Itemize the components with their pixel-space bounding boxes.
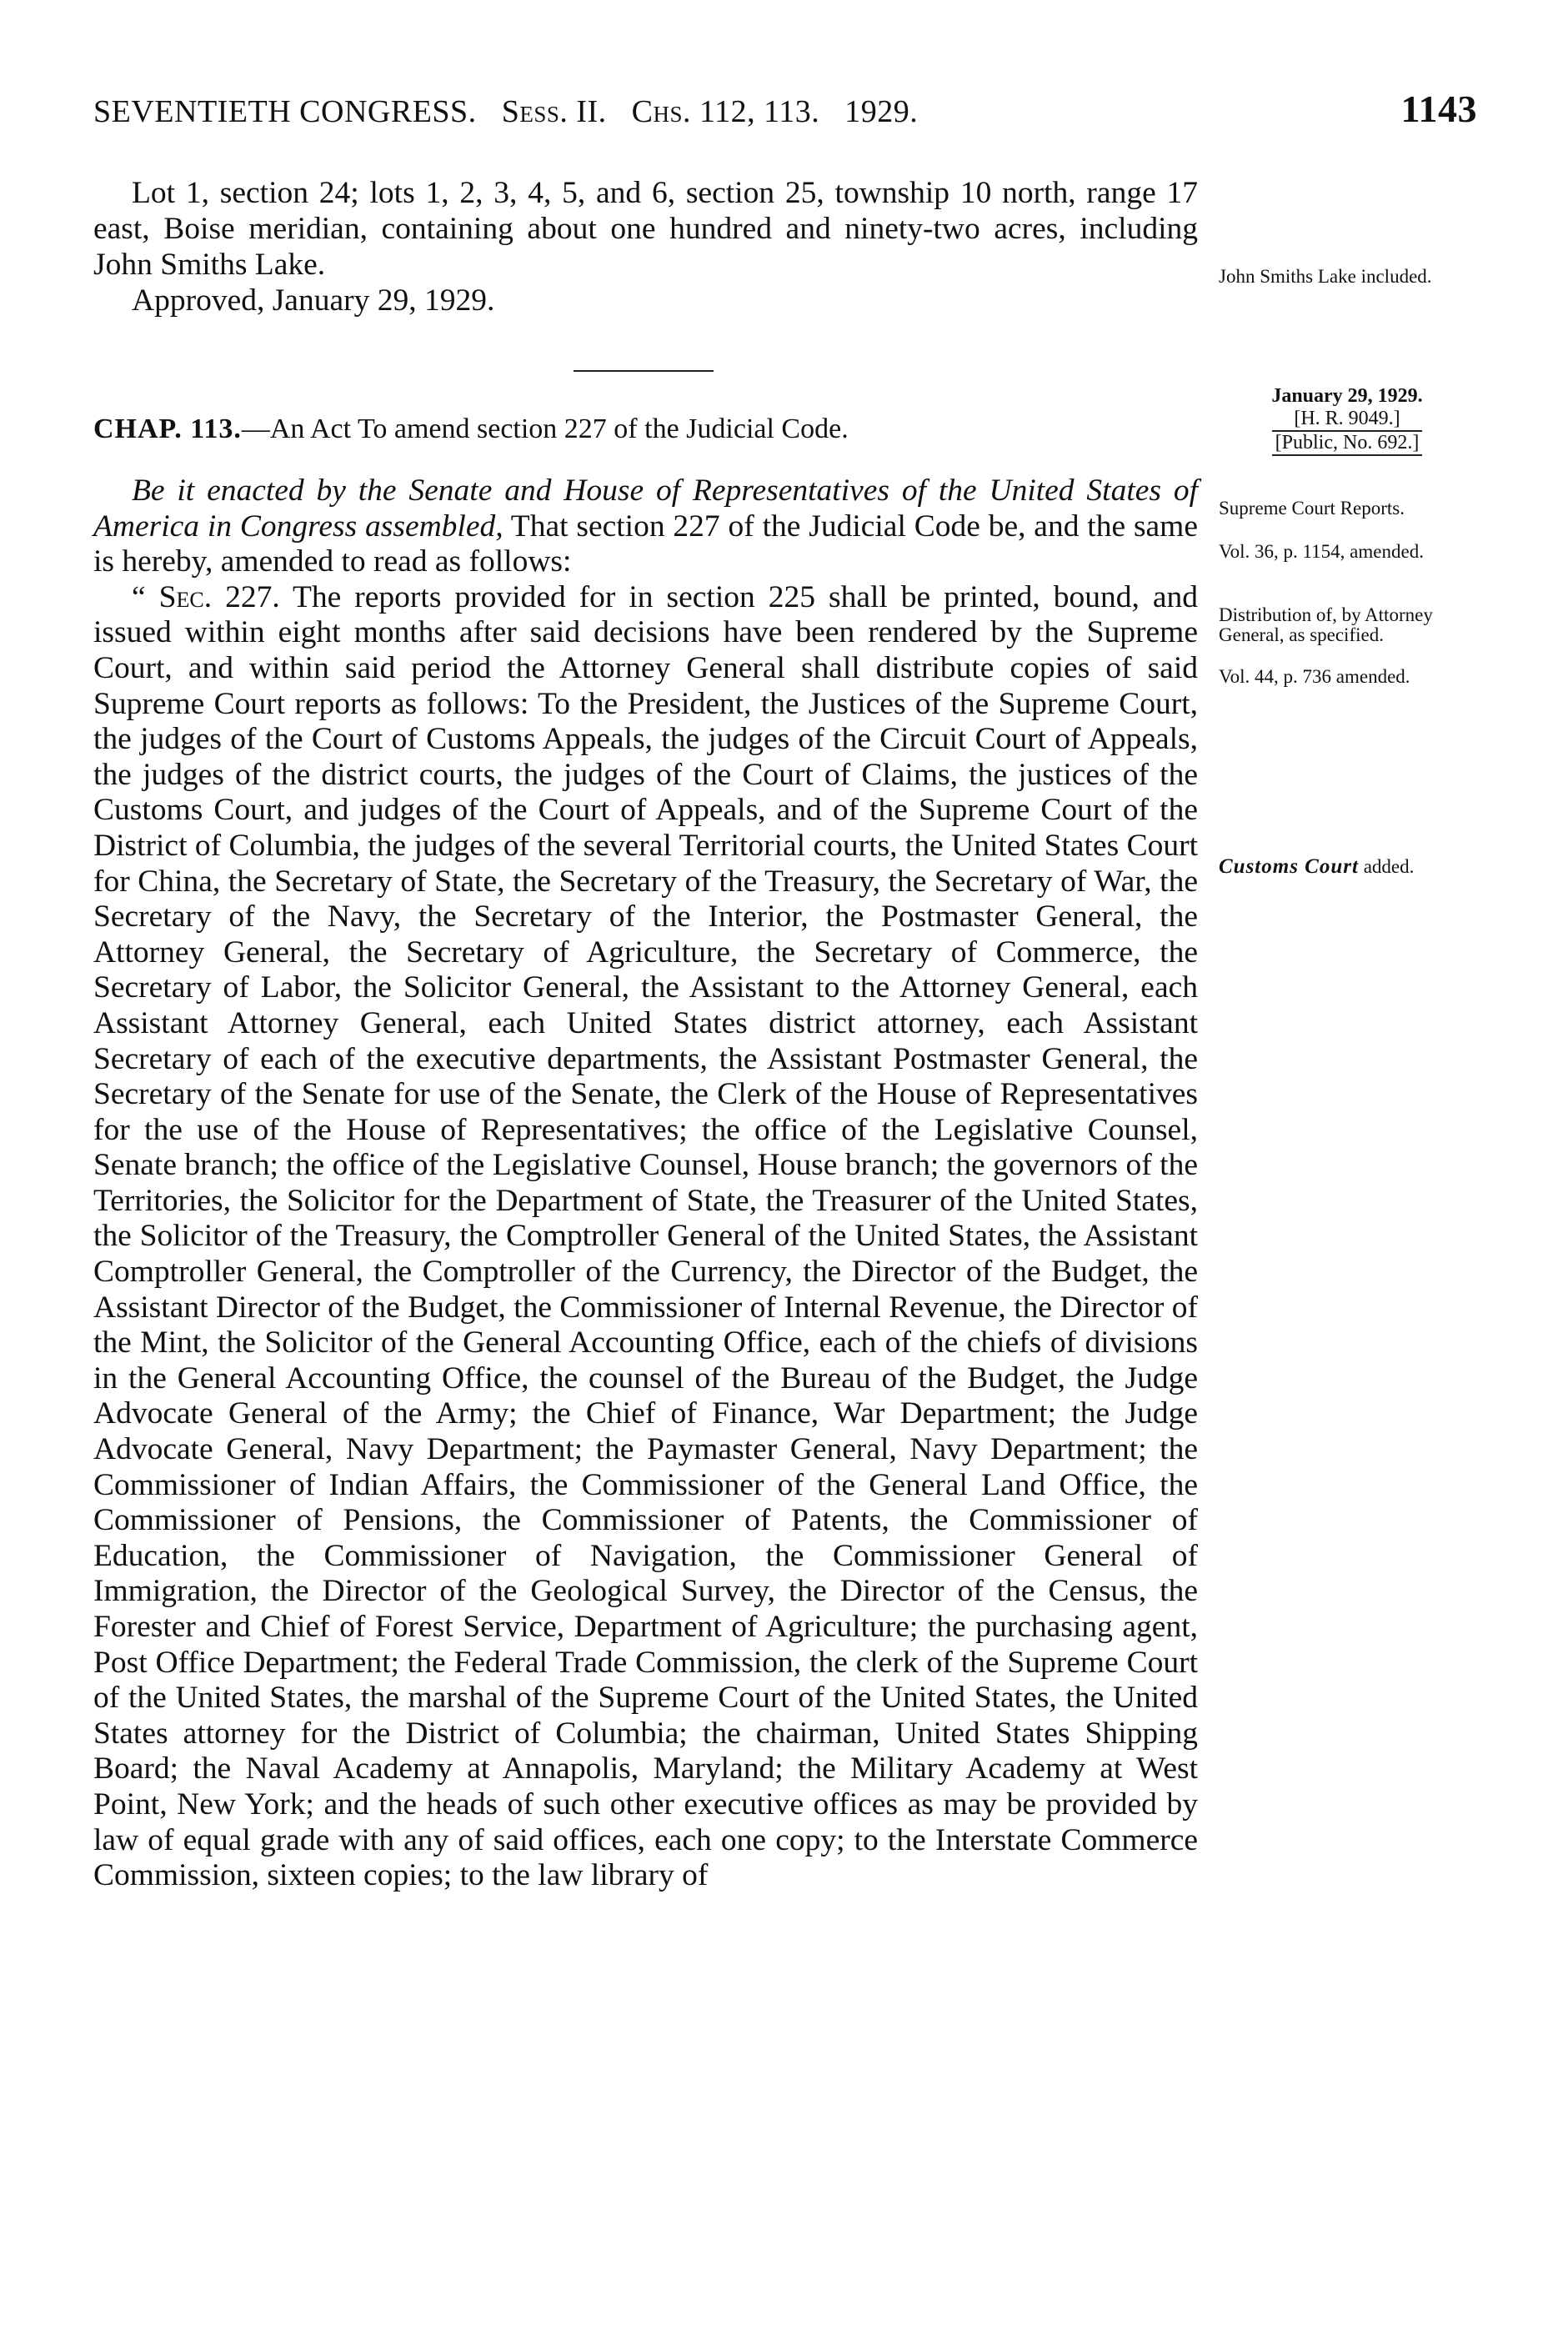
session-label: Sess. II.	[501, 94, 607, 129]
margin-public-number: [Public, No. 692.]	[1272, 430, 1423, 456]
section-label: Sec. 227.	[158, 579, 280, 614]
margin-customs-court: Customs Court	[1219, 855, 1359, 878]
land-description-paragraph: Lot 1, section 24; lots 1, 2, 3, 4, 5, and 6, section 25, township 10 north, range 17 east, Boise meridian, containing about one hundred and ninety-two acres, including John Smiths Lake.	[93, 176, 1198, 282]
act-body	[93, 474, 1198, 1894]
enacting-clause-italic: Be it enacted by the Senate and House of Representatives of the United States of America in Congress assembled,	[93, 474, 1198, 544]
section-text: The reports provided for in section 225 shall be printed, bound, and issued within eight months after said decisions have been rendered by the Supreme Court, and within said period the Attorney General shall distribute copies of said Supreme Court reports as follows: To the President, the Justices of the Supreme Court, the judges of the Court of Customs Appeals, the judges of the Circuit Court of Appeals, the judges of the district courts, the judges of the Court of Claims, the justices of the Customs Court, and judges of the Court of Appeals, and of the Supreme Court of the District of Columbia, the judges of the several Territorial courts, the United States Court for China, the Secretary of State, the Secretary of the Treasury, the Secretary of War, the Secretary of the Navy, the Secretary of the Interior, the Postmaster General, the Attorney General, the Secretary of Agriculture, the Secretary of Commerce, the Secretary of Labor, the Solicitor General, the Assistant to the Attorney General, each Assistant Attorney General, each United States district attorney, each Assistant Secretary of each of the executive departments, the Assistant Postmaster General, the Secretary of the Senate for use of the Senate, the Clerk of the House of Representatives for the use of the House of Representatives; the office of the Legislative Counsel, Senate branch; the office of the Legislative Counsel, House branch; the governors of the Territories, the Solicitor for the Department of State, the Treasurer of the United States, the Solicitor of the Treasury, the Comptroller General of the United States, the Assistant Comptroller General, the Comptroller of the Currency, the Director of the Budget, the Assistant Director of the Budget, the Commissioner of Internal Revenue, the Director of the Mint, the Solicitor of the General Accounting Office, each of the chiefs of divisions in the General Accounting Office, the counsel of the Bureau of the Budget, the Judge Advocate General of the Army; the Chief of Finance, War Department; the Judge Advocate General, Navy Department; the Paymaster General, Navy Department; the Commissioner of Indian Affairs, the Commissioner of the General Land Office, the Commissioner of Pensions, the Commissioner of Patents, the Commissioner of Education, the Commissioner of Navigation, the Commissioner General of Immigration, the Director of the Geological Survey, the Director of the Census, the Forester and Chief of Forest Service, Department of Agriculture; the purchasing agent, Post Office Department; the Federal Trade Commission, the clerk of the Supreme Court of the United States, the marshal of the Supreme Court of the United States, the United States attorney for the District of Columbia; the chairman, United States Shipping Board; the Naval Academy at Annapolis, Maryland; the Military Academy at West Point, New York; and the heads of such other executive offices as may be provided by law of equal grade with any of said offices, each one copy; to the Interstate Commerce Commission, sixteen copies; to the law library of	[93, 579, 1198, 1893]
margin-bill-number: [H. R. 9049.]	[1294, 408, 1400, 429]
open-quote: “	[132, 579, 159, 614]
margin-date-block	[1219, 385, 1475, 456]
chapter-title: —An Act To amend section 227 of the Judicial Code.	[241, 413, 849, 444]
chapter-number: CHAP. 113.	[93, 413, 242, 444]
margin-note-distribution: Distribution of, by Attorney General, as specified.	[1219, 604, 1433, 645]
preceding-text	[93, 175, 1198, 318]
enacting-clause	[93, 474, 1198, 580]
chapters-label: Chs. 112, 113.	[631, 94, 820, 129]
running-head	[93, 88, 1477, 130]
approval-line: Approved, January 29, 1929.	[132, 283, 495, 318]
enacting-clause-rest: That section 227 of the Judicial Code be, and the same is hereby, amended to read as follows:	[93, 509, 1198, 579]
chapter-heading	[93, 413, 1198, 445]
margin-date: January 29, 1929.	[1271, 385, 1423, 407]
section-divider	[574, 370, 714, 372]
year-label: 1929.	[844, 94, 919, 129]
page-number: 1143	[1400, 88, 1477, 130]
congress-title: SEVENTIETH CONGRESS.	[93, 94, 477, 129]
margin-note-vol44: Vol. 44, p. 736 amended.	[1219, 666, 1410, 687]
margin-customs-added: added.	[1363, 856, 1415, 877]
margin-note-supreme-court: Supreme Court Reports.	[1219, 498, 1405, 519]
margin-note-customs	[1219, 857, 1475, 877]
margin-note-john-smiths: John Smiths Lake included.	[1219, 266, 1432, 287]
section-227-paragraph	[93, 580, 1198, 1894]
margin-note-vol36: Vol. 36, p. 1154, amended.	[1219, 541, 1424, 562]
